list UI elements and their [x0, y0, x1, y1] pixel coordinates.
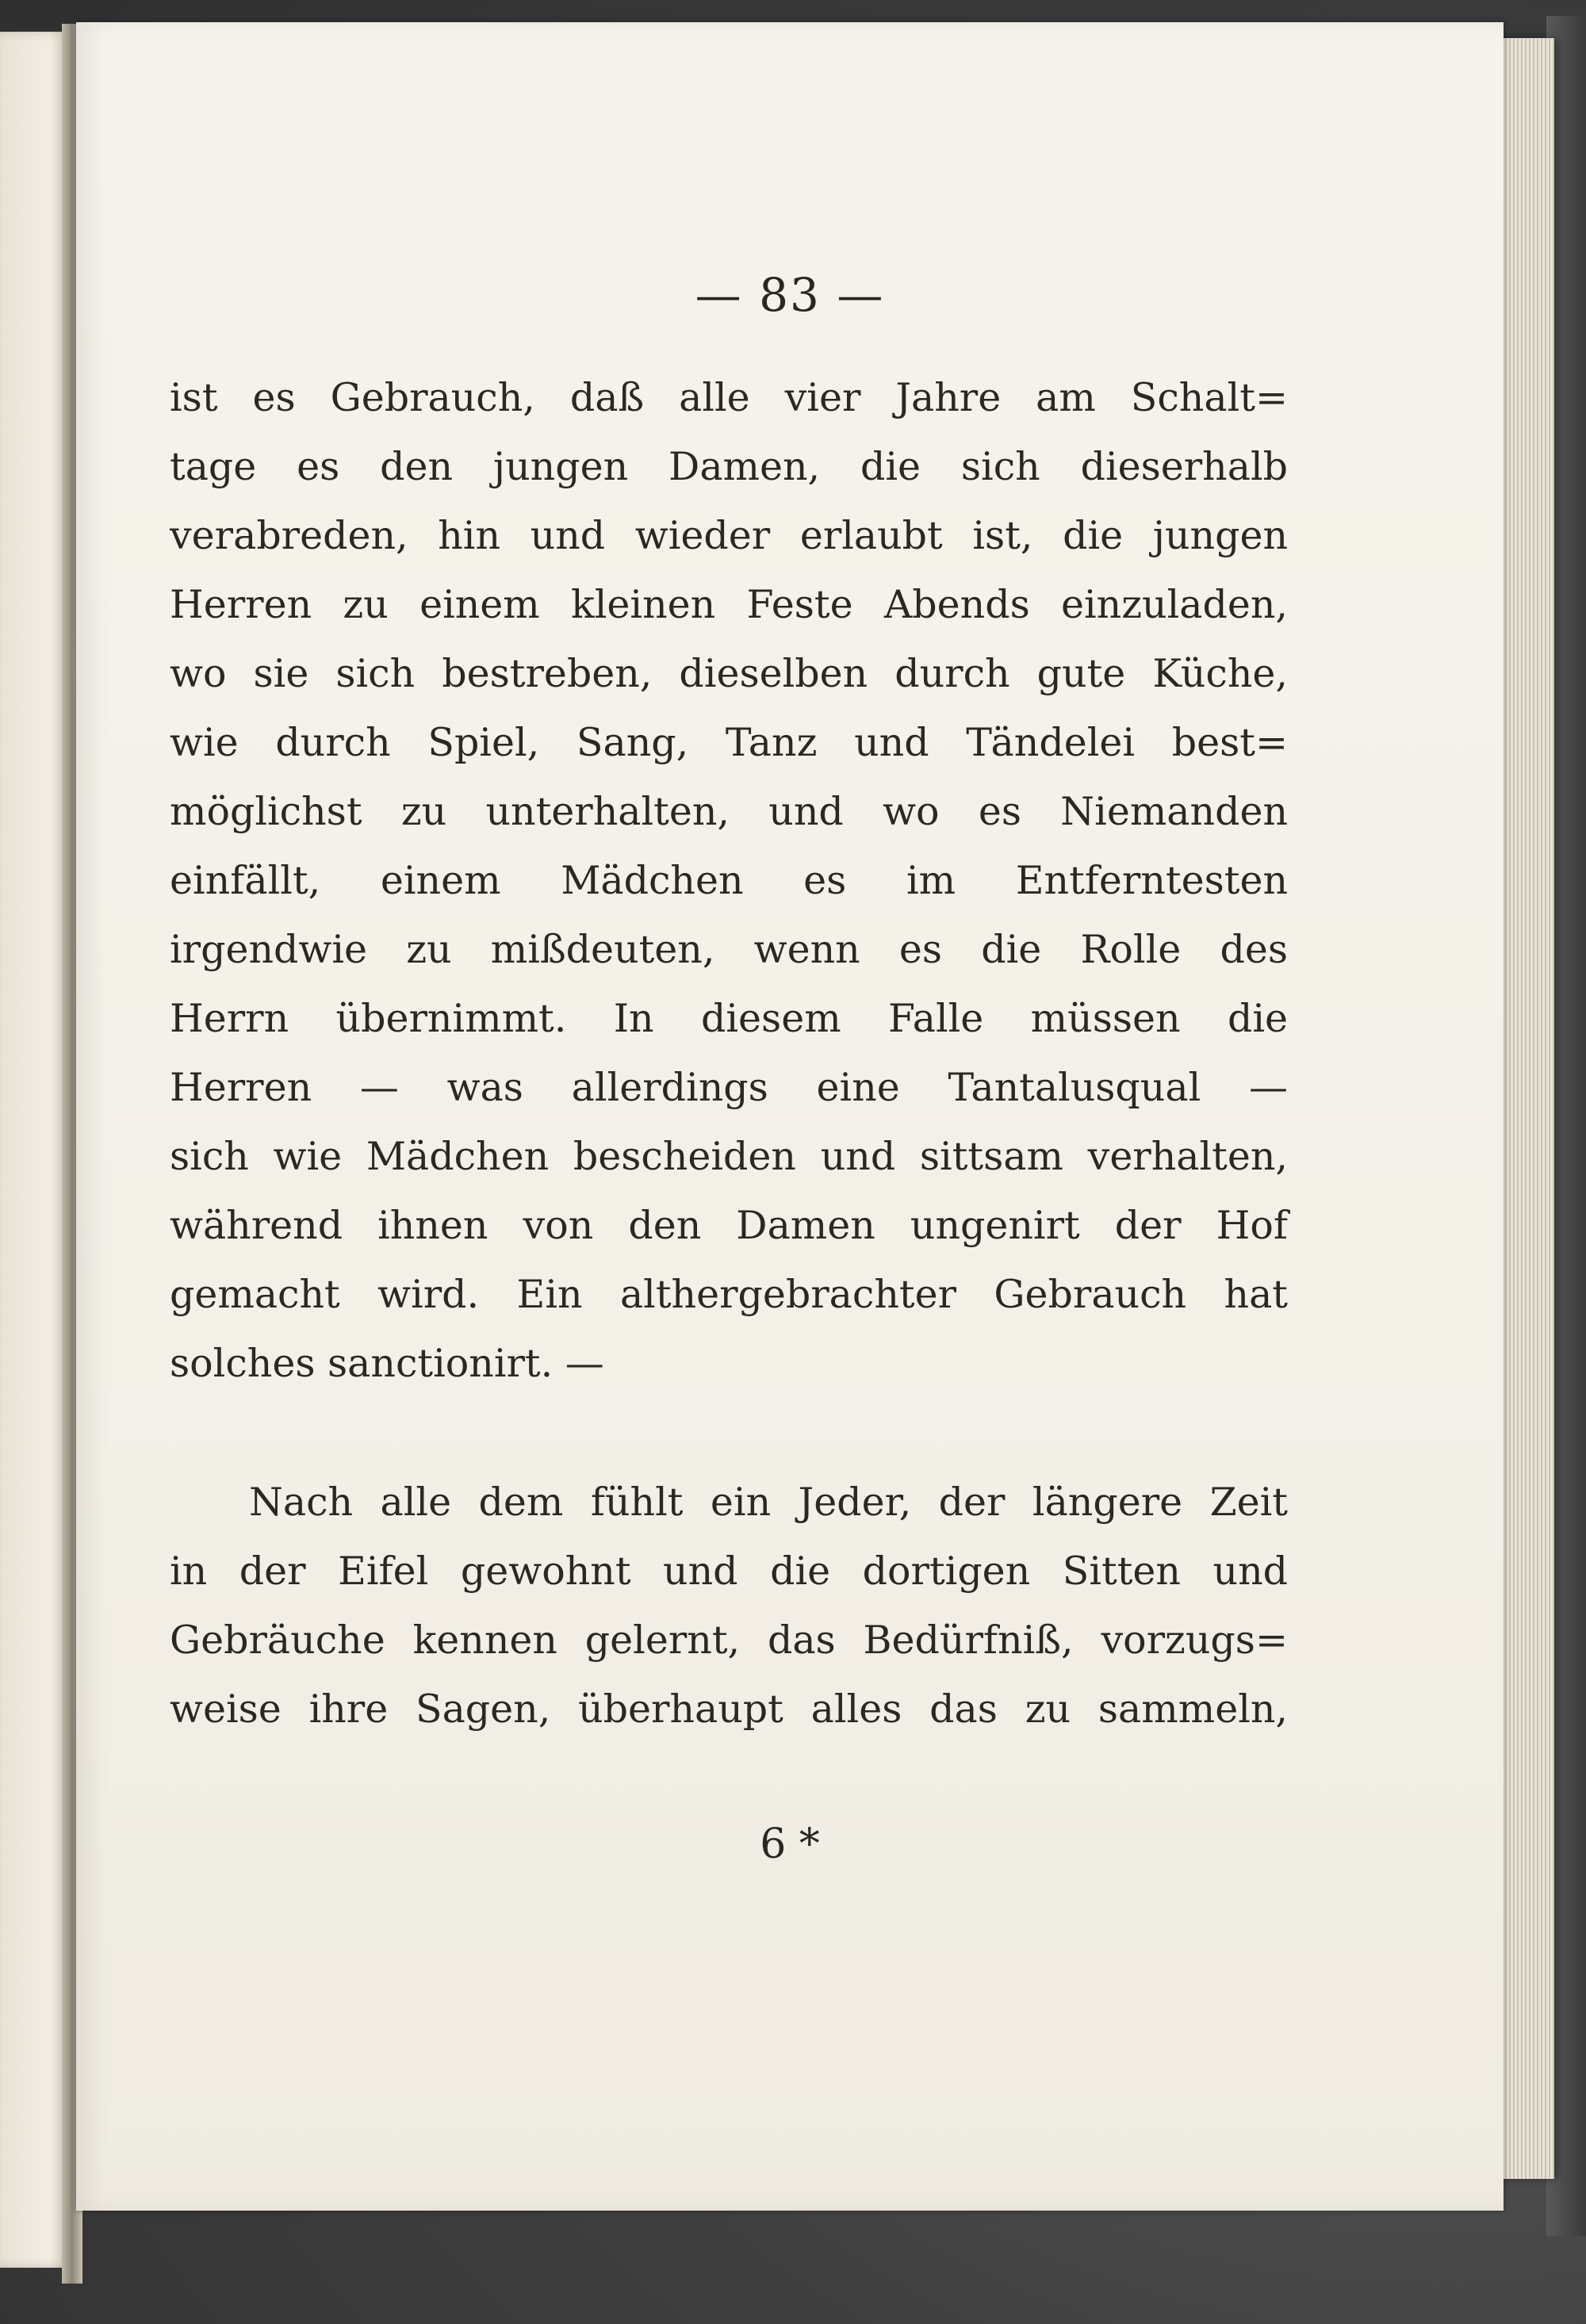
text-line: Herren zu einem kleinen Feste Abends einzuladen, — [170, 582, 1288, 627]
text-line: Herrn übernimmt. In diesem Falle müssen die — [170, 996, 1288, 1041]
page-number: — 83 — — [695, 268, 885, 322]
text-line: wo sie sich bestreben, dieselben durch gute Küche, — [170, 651, 1288, 696]
text-line: wie durch Spiel, Sang, Tanz und Tändelei best= — [170, 720, 1288, 765]
text-line: solches sanctionirt. — — [170, 1341, 604, 1386]
text-line: möglichst zu unterhalten, und wo es Niemanden — [170, 789, 1288, 834]
text-line: ist es Gebrauch, daß alle vier Jahre am Schalt= — [170, 375, 1288, 420]
text-line: weise ihre Sagen, überhaupt alles das zu sammeln, — [170, 1687, 1288, 1732]
text-line: während ihnen von den Damen ungenirt der Hof — [170, 1203, 1288, 1248]
paragraph-gap — [170, 1398, 1288, 1468]
text-line: Gebräuche kennen gelernt, das Bedürfniß, vorzugs= — [170, 1618, 1288, 1663]
text-line: sich wie Mädchen bescheiden und sittsam verhalten, — [170, 1134, 1288, 1179]
text-line: verabreden, hin und wieder erlaubt ist, die jungen — [170, 513, 1288, 558]
text-line: einfällt, einem Mädchen es im Entferntesten — [170, 858, 1288, 903]
signature-mark: 6 * — [760, 1821, 820, 1868]
book-page — [76, 22, 1504, 2211]
body-text — [170, 363, 1288, 1744]
text-line: in der Eifel gewohnt und die dortigen Sitten und — [170, 1549, 1288, 1594]
text-line: Herren — was allerdings eine Tantalusqual — — [170, 1065, 1288, 1110]
text-line: irgendwie zu mißdeuten, wenn es die Rolle des — [170, 927, 1288, 972]
text-line: tage es den jungen Damen, die sich dieserhalb — [170, 444, 1288, 489]
text-line: Nach alle dem fühlt ein Jeder, der längere Zeit — [249, 1480, 1288, 1525]
previous-page-edge — [0, 32, 70, 2268]
text-line: gemacht wird. Ein althergebrachter Gebrauch hat — [170, 1272, 1288, 1317]
